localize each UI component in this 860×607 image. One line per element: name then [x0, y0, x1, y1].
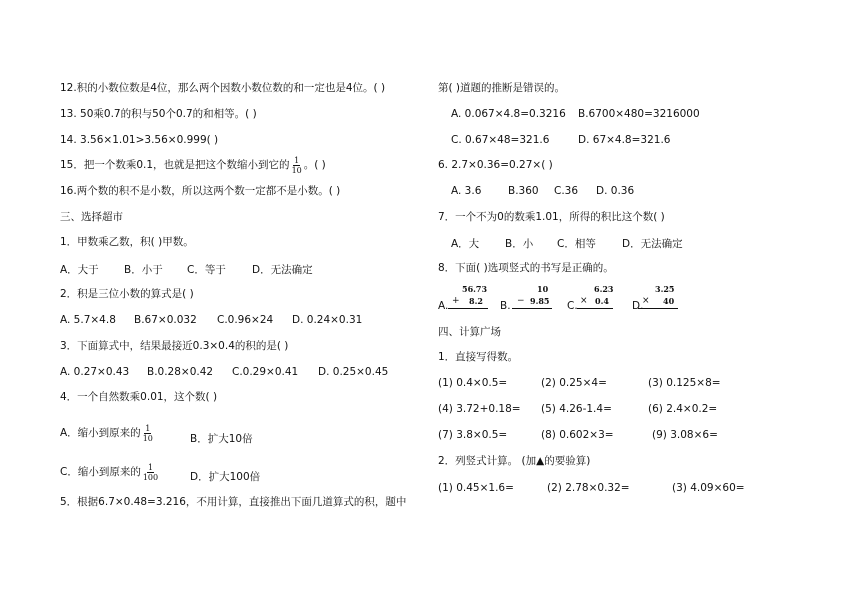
calc-top-number: 6.23 [594, 284, 614, 294]
choice-2-question: 2．积是三位小数的算式是( ) [60, 288, 194, 300]
calc-rule [448, 308, 488, 309]
choice-6-question: 6. 2.7×0.36=0.27×( ) [438, 159, 553, 171]
fraction-numerator: 1 [147, 462, 154, 472]
vertical-calc-option-a [438, 284, 500, 314]
choice-5-option-b: B.6700×480=3216000 [578, 108, 700, 120]
oral-calc-4: (4) 3.72+0.18= [438, 403, 521, 415]
option-letter: A. [438, 300, 449, 312]
calc-rule [512, 308, 552, 309]
calc-top-number: 3.25 [655, 284, 675, 294]
fraction-one-tenth [291, 156, 303, 175]
calc-bottom-number: 0.4 [595, 296, 609, 306]
choice-4-option-d: D．扩大100倍 [190, 471, 261, 483]
choice-3-option-d: D. 0.25×0.45 [318, 366, 389, 378]
choice-4-option-c [60, 456, 160, 488]
multiply-sign: × [580, 296, 588, 306]
section-3-heading: 三、选择超市 [60, 211, 123, 223]
fraction-denominator: 10 [291, 165, 302, 175]
question-13: 13. 50乘0.7的积与50个0.7的和相等。( ) [60, 108, 257, 120]
choice-3-option-c: C.0.29×0.41 [232, 366, 299, 378]
choice-6-option-c: C.36 [554, 185, 579, 197]
fraction-numerator: 1 [294, 155, 300, 165]
oral-calc-6: (6) 2.4×0.2= [648, 403, 718, 415]
choice-6-option-b: B.360 [508, 185, 539, 197]
choice-3-option-b: B.0.28×0.42 [147, 366, 214, 378]
vertical-calc-2: (2) 2.78×0.32= [547, 482, 630, 494]
question-14: 14. 3.56×1.01>3.56×0.999( ) [60, 134, 219, 146]
calc-bottom-number: 8.2 [469, 296, 483, 306]
choice-1-option-d: D．无法确定 [252, 264, 313, 276]
subsection-1-heading: 1．直接写得数。 [438, 351, 519, 363]
question-16: 16.两个数的积不是小数，所以这两个数一定都不是小数。( ) [60, 185, 341, 197]
oral-calc-3: (3) 0.125×8= [648, 377, 721, 389]
choice-5-question: 5．根据6.7×0.48=3.216，不用计算，直接推出下面几道算式的积，题中 [60, 496, 407, 508]
choice-2-option-a: A. 5.7×4.8 [60, 314, 116, 326]
fraction-denominator: 100 [142, 472, 159, 482]
option-letter: C. [567, 300, 578, 312]
subsection-2-heading: 2．列竖式计算。 (加▲的要验算) [438, 455, 591, 467]
minus-sign: − [517, 296, 525, 306]
choice-7-option-a: A．大 [451, 238, 480, 250]
choice-2-option-c: C.0.96×24 [217, 314, 274, 326]
choice-5-option-d: D. 67×4.8=321.6 [578, 134, 671, 146]
multiply-sign: × [642, 296, 650, 306]
fraction-one-hundredth [142, 463, 159, 482]
calc-rule [638, 308, 678, 309]
choice-4-option-a-text: A．缩小到原来的 [60, 426, 141, 439]
option-letter: D. [632, 300, 644, 312]
choice-7-option-d: D．无法确定 [622, 238, 683, 250]
fraction-numerator: 1 [145, 423, 151, 433]
vertical-calc-1: (1) 0.45×1.6= [438, 482, 514, 494]
choice-2-option-b: B.67×0.032 [134, 314, 197, 326]
question-12: 12.积的小数位数是4位，那么两个因数小数位数的和一定也是4位。( ) [60, 82, 386, 94]
section-4-heading: 四、计算广场 [438, 326, 501, 338]
choice-1-option-a: A．大于 [60, 264, 99, 276]
choice-2-option-d: D. 0.24×0.31 [292, 314, 363, 326]
calc-top-number: 10 [537, 284, 549, 294]
calc-bottom-number: 9.85 [530, 296, 550, 306]
oral-calc-5: (5) 4.26-1.4= [541, 403, 612, 415]
question-15 [60, 154, 326, 176]
fraction-one-tenth [142, 424, 154, 443]
choice-7-option-c: C．相等 [557, 238, 596, 250]
question-15-text: 15．把一个数乘0.1，也就是把这个数缩小到它的 [60, 158, 290, 171]
oral-calc-2: (2) 0.25×4= [541, 377, 607, 389]
oral-calc-8: (8) 0.602×3= [541, 429, 614, 441]
question-15-tail: 。( ) [303, 158, 326, 171]
option-letter: B. [500, 300, 511, 312]
choice-5-continued: 第( )道题的推断是错误的。 [438, 82, 566, 94]
fraction-denominator: 10 [142, 433, 153, 443]
oral-calc-7: (7) 3.8×0.5= [438, 429, 508, 441]
calc-rule [577, 308, 613, 309]
choice-5-option-c: C. 0.67×48=321.6 [451, 134, 550, 146]
choice-3-question: 3．下面算式中，结果最接近0.3×0.4的积的是( ) [60, 340, 289, 352]
vertical-calc-option-b [500, 284, 562, 314]
plus-sign: + [452, 296, 460, 306]
choice-8-question: 8．下面( )选项竖式的书写是正确的。 [438, 262, 614, 274]
calc-top-number: 56.73 [462, 284, 488, 294]
choice-6-option-a: A. 3.6 [451, 185, 482, 197]
choice-3-option-a: A. 0.27×0.43 [60, 366, 130, 378]
vertical-calc-option-c [567, 284, 629, 314]
choice-1-option-c: C．等于 [187, 264, 226, 276]
choice-6-option-d: D. 0.36 [596, 185, 635, 197]
choice-5-option-a: A. 0.067×4.8=0.3216 [451, 108, 566, 120]
choice-1-question: 1．甲数乘乙数，积( )甲数。 [60, 236, 194, 248]
oral-calc-1: (1) 0.4×0.5= [438, 377, 508, 389]
choice-1-option-b: B．小于 [124, 264, 163, 276]
oral-calc-9: (9) 3.08×6= [652, 429, 718, 441]
choice-4-option-a [60, 418, 155, 448]
choice-7-question: 7．一个不为0的数乘1.01，所得的积比这个数( ) [438, 211, 665, 223]
vertical-calc-option-d [632, 284, 694, 314]
calc-bottom-number: 40 [663, 296, 675, 306]
choice-4-option-c-text: C．缩小到原来的 [60, 465, 141, 478]
choice-7-option-b: B．小 [505, 238, 534, 250]
choice-4-question: 4．一个自然数乘0.01，这个数( ) [60, 391, 218, 403]
vertical-calc-3: (3) 4.09×60= [672, 482, 745, 494]
choice-4-option-b: B．扩大10倍 [190, 433, 253, 445]
